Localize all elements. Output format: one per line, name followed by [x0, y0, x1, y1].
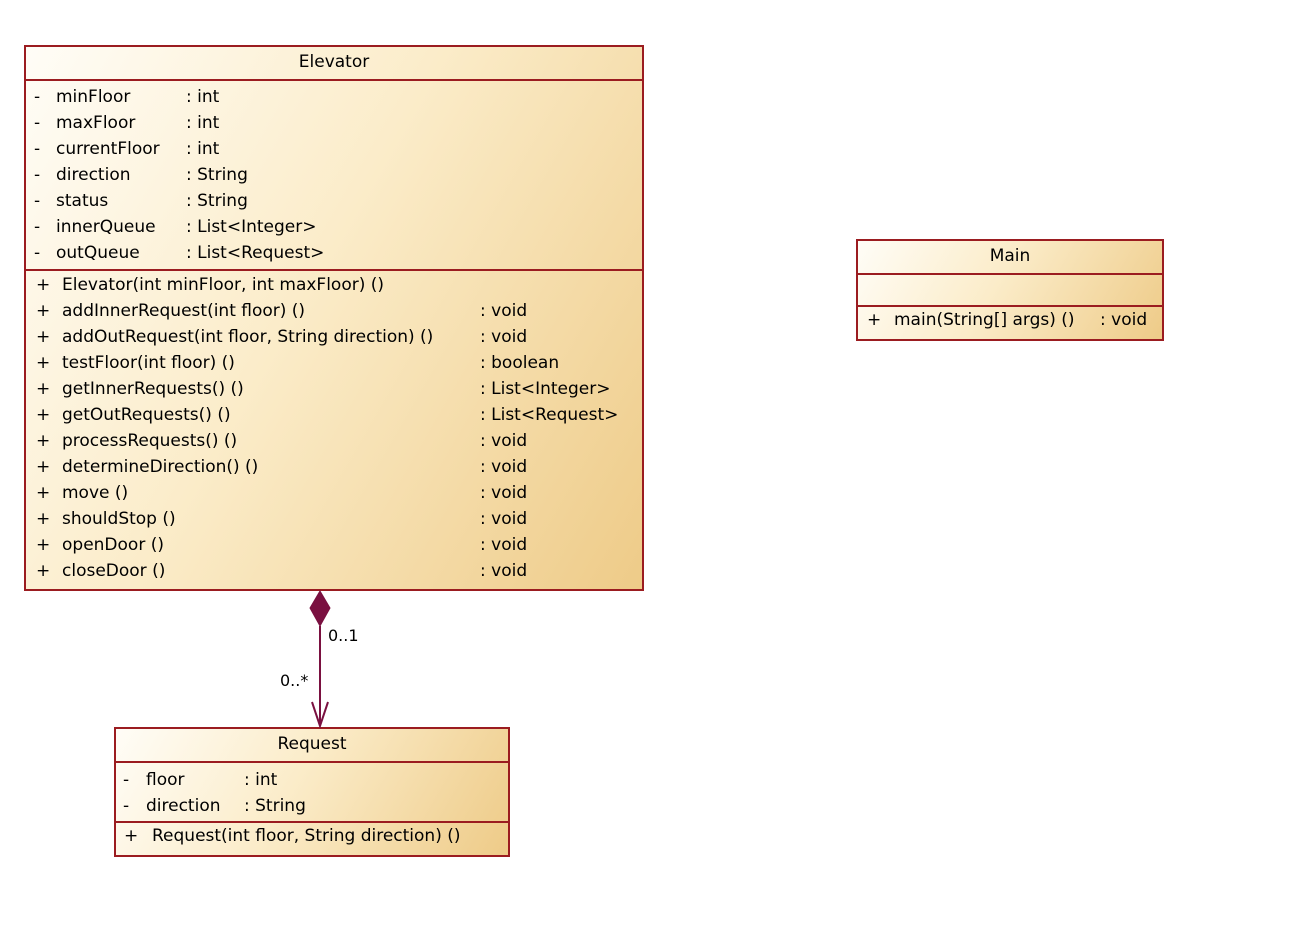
attribute-row[interactable] [26, 84, 642, 110]
operation-signature: processRequests() () [62, 431, 238, 451]
operations-section [858, 307, 1162, 333]
visibility-marker: + [36, 301, 51, 321]
visibility-marker: + [36, 275, 51, 295]
return-type: : void [480, 561, 528, 581]
class-title: Request [116, 729, 508, 763]
attribute-row[interactable] [116, 767, 508, 793]
attribute-type: : String [186, 165, 248, 185]
attribute-row[interactable] [26, 162, 642, 188]
return-type: : void [480, 327, 528, 347]
attributes-section [26, 81, 642, 271]
return-type: : void [480, 457, 528, 477]
attribute-type: : int [186, 113, 220, 133]
return-type: : boolean [480, 353, 560, 373]
operation-row[interactable] [858, 307, 1162, 333]
attribute-row[interactable] [26, 188, 642, 214]
attribute-name: floor [146, 770, 185, 790]
composition-diamond [310, 591, 330, 626]
part-multiplicity-label: 0..* [280, 671, 309, 690]
operations-section [26, 271, 642, 584]
class-title: Main [858, 241, 1162, 275]
attribute-type: : int [186, 87, 220, 107]
attribute-type: : List<Request> [186, 243, 325, 263]
visibility-marker: + [36, 483, 51, 503]
operation-row[interactable] [26, 532, 642, 558]
operation-signature: getOutRequests() () [62, 405, 231, 425]
operations-section [116, 823, 508, 849]
operation-signature: closeDoor () [62, 561, 166, 581]
return-type: : void [480, 431, 528, 451]
attribute-row[interactable] [26, 214, 642, 240]
attributes-section [116, 763, 508, 823]
attribute-name: currentFloor [56, 139, 160, 159]
visibility-marker: + [36, 431, 51, 451]
visibility-marker: + [36, 509, 51, 529]
class-elevator[interactable] [24, 45, 644, 591]
attribute-row[interactable] [116, 793, 508, 819]
visibility-marker: - [34, 165, 41, 185]
attribute-name: direction [56, 165, 131, 185]
operation-row[interactable] [26, 402, 642, 428]
visibility-marker: - [123, 796, 130, 816]
attribute-type: : int [244, 770, 278, 790]
return-type: : List<Request> [480, 405, 619, 425]
visibility-marker: - [34, 87, 41, 107]
attribute-type: : int [186, 139, 220, 159]
visibility-marker: + [36, 561, 51, 581]
visibility-marker: - [123, 770, 130, 790]
attribute-type: : List<Integer> [186, 217, 317, 237]
operation-row[interactable] [26, 272, 642, 298]
visibility-marker: + [36, 327, 51, 347]
attribute-type: : String [186, 191, 248, 211]
operation-row[interactable] [26, 480, 642, 506]
return-type: : void [480, 509, 528, 529]
class-request[interactable] [114, 727, 510, 857]
operation-signature: openDoor () [62, 535, 164, 555]
operation-signature: move () [62, 483, 129, 503]
open-arrowhead [312, 702, 328, 726]
operation-row[interactable] [26, 324, 642, 350]
attribute-row[interactable] [26, 240, 642, 266]
operation-signature: addInnerRequest(int floor) () [62, 301, 306, 321]
visibility-marker: + [36, 353, 51, 373]
attribute-name: outQueue [56, 243, 140, 263]
attribute-name: direction [146, 796, 221, 816]
operation-signature: main(String[] args) () [894, 310, 1075, 330]
visibility-marker: + [124, 826, 139, 846]
operation-signature: Elevator(int minFloor, int maxFloor) () [62, 275, 385, 295]
operation-row[interactable] [26, 350, 642, 376]
visibility-marker: + [867, 310, 882, 330]
return-type: : void [480, 535, 528, 555]
visibility-marker: + [36, 379, 51, 399]
return-type: : List<Integer> [480, 379, 611, 399]
operation-signature: getInnerRequests() () [62, 379, 244, 399]
attribute-name: status [56, 191, 109, 211]
operation-signature: shouldStop () [62, 509, 176, 529]
operation-row[interactable] [26, 558, 642, 584]
visibility-marker: + [36, 405, 51, 425]
attribute-name: maxFloor [56, 113, 136, 133]
operation-row[interactable] [26, 454, 642, 480]
operation-signature: Request(int floor, String direction) () [152, 826, 461, 846]
visibility-marker: - [34, 139, 41, 159]
operation-row[interactable] [26, 376, 642, 402]
visibility-marker: + [36, 535, 51, 555]
operation-signature: determineDirection() () [62, 457, 259, 477]
operation-row[interactable] [26, 298, 642, 324]
operation-row[interactable] [26, 428, 642, 454]
attribute-row[interactable] [26, 110, 642, 136]
visibility-marker: + [36, 457, 51, 477]
operation-row[interactable] [26, 506, 642, 532]
visibility-marker: - [34, 217, 41, 237]
operation-row[interactable] [116, 823, 508, 849]
whole-multiplicity-label: 0..1 [328, 626, 359, 645]
operation-signature: testFloor(int floor) () [62, 353, 235, 373]
attribute-name: minFloor [56, 87, 131, 107]
return-type: : void [480, 483, 528, 503]
return-type: : void [1100, 310, 1148, 330]
attribute-name: innerQueue [56, 217, 156, 237]
return-type: : void [480, 301, 528, 321]
attribute-row[interactable] [26, 136, 642, 162]
class-title: Elevator [26, 47, 642, 81]
attribute-type: : String [244, 796, 306, 816]
class-main[interactable] [856, 239, 1164, 341]
visibility-marker: - [34, 243, 41, 263]
visibility-marker: - [34, 191, 41, 211]
visibility-marker: - [34, 113, 41, 133]
operation-signature: addOutRequest(int floor, String direction) () [62, 327, 434, 347]
attributes-section [858, 275, 1162, 307]
